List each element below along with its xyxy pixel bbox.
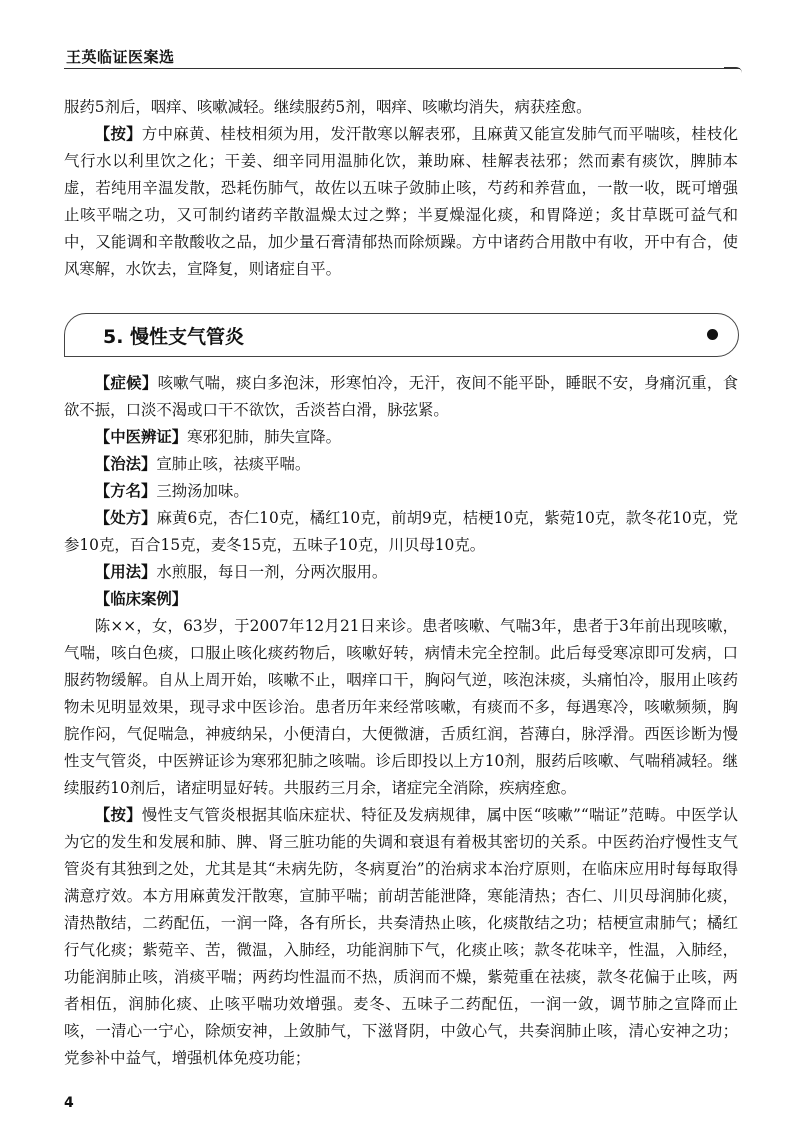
formula-paragraph xyxy=(64,478,738,505)
prescription-paragraph xyxy=(64,505,738,559)
symptoms-paragraph xyxy=(64,370,738,424)
commentary-label: 【按】 xyxy=(94,125,142,143)
running-header-title: 王英临证医案选 xyxy=(66,48,175,66)
diagnosis-paragraph xyxy=(64,424,738,451)
method-text: 宣肺止咳，祛痰平喘。 xyxy=(156,455,311,473)
formula-label: 【方名】 xyxy=(94,482,157,500)
commentary-label: 【按】 xyxy=(94,806,142,824)
commentary-text: 慢性支气管炎根据其临床症状、特征及发病规律，属中医“咳嗽”“喘证”范畴。中医学认为它的发生和发展和肺、脾、肾三脏功能的失调和衰退有着极其密切的关系。中医药治疗慢性支气管炎有其独到之处，尤其是其“未病先防，冬病夏治”的治病求本治疗原则，在临床应用时每每取得满意疗效。本方用麻黄发汗散寒，宣肺平喘；前胡苦能泄降，寒能清热；杏仁、川贝母润肺化痰，清热散结，二药配伍，一润一降，各有所长，共奏清热止咳，化痰散结之功；桔梗宣肃肺气；橘红行气化痰；紫菀辛、苦，微温，入肺经，功能润肺下气，化痰止咳；款冬花味辛，性温，入肺经，功能润肺止咳，消痰平喘；两药均性温而不热，质润而不燥，紫菀重在祛痰，款冬花偏于止咳，两者相伍，润肺化痰、止咳平喘功效增强。麦冬、五味子二药配伍，一润一敛，调节肺之宣降而止咳，一清心一宁心，除烦安神，上敛肺气，下滋肾阴，中敛心气，共奏润肺止咳，清心安神之功；党参补中益气，增强机体免疫功能； xyxy=(64,806,738,1067)
page-number: 4 xyxy=(64,1095,74,1111)
formula-text: 三拗汤加味。 xyxy=(156,482,249,500)
method-label: 【治法】 xyxy=(94,455,157,473)
symptoms-text: 咳嗽气喘，痰白多泡沫，形寒怕冷，无汗，夜间不能平卧，睡眠不安，身痛沉重，食欲不振，口淡不渴或口干不欲饮，舌淡苔白滑，脉弦紧。 xyxy=(64,374,738,419)
usage-text: 水煎服，每日一剂，分两次服用。 xyxy=(156,563,388,581)
prescription-text: 麻黄6克，杏仁10克，橘红10克，前胡9克，桔梗10克，紫菀10克，款冬花10克，党参10克，百合15克，麦冬15克，五味子10克，川贝母10克。 xyxy=(64,509,738,554)
header-rule xyxy=(64,68,740,69)
commentary-text: 方中麻黄、桂枝相须为用，发汗散寒以解表邪，且麻黄又能宣发肺气而平喘咳，桂枝化气行水以利里饮之化；干姜、细辛同用温肺化饮，兼助麻、桂解表祛邪；然而素有痰饮，脾肺本虚，若纯用辛温发散，恐耗伤肺气，故佐以五味子敛肺止咳，芍药和养营血，一散一收，既可增强止咳平喘之功，又可制约诸药辛散温燥太过之弊；半夏燥湿化痰，和胃降逆；炙甘草既可益气和中，又能调和辛散酸收之品，加少量石膏清郁热而除烦躁。方中诸药合用散中有收，开中有合，使风寒解，水饮去，宣降复，则诸症自平。 xyxy=(64,125,738,278)
method-paragraph xyxy=(64,451,738,478)
usage-label: 【用法】 xyxy=(94,563,157,581)
case-heading-paragraph xyxy=(64,586,738,613)
case-paragraph: 陈××，女，63岁，于2007年12月21日来诊。患者咳嗽、气喘3年，患者于3年前出现咳嗽，气喘，咳白色痰，口服止咳化痰药物后，咳嗽好转，病情未完全控制。此后每受寒凉即可发病，口服药物缓解。自从上周开始，咳嗽不止，咽痒口干，胸闷气逆，咳泡沫痰，头痛怕冷，服用止咳药物未见明显效果，现寻求中医诊治。患者历年来经常咳嗽，有痰而不多，每遇寒冷，咳嗽频频，胸脘作闷，气促喘急，神疲纳呆，小便清白，大便微溏，舌质红润，苔薄白，脉浮滑。西医诊断为慢性支气管炎，中医辨证诊为寒邪犯肺之咳喘。诊后即投以上方10剂，服药后咳嗽、气喘稍减轻。继续服药10剂后，诸症明显好转。共服药三月余，诸症完全消除，疾病痊愈。 xyxy=(64,617,738,797)
diagnosis-text: 寒邪犯肺，肺失宣降。 xyxy=(187,428,342,446)
diagnosis-label: 【中医辨证】 xyxy=(94,428,188,446)
commentary-paragraph xyxy=(64,802,738,1072)
case-label: 【临床案例】 xyxy=(94,590,188,608)
section-title: 5. 慢性支气管炎 xyxy=(103,326,245,348)
commentary-paragraph xyxy=(64,121,738,283)
symptoms-label: 【症候】 xyxy=(94,374,158,392)
prescription-label: 【处方】 xyxy=(94,509,157,527)
usage-paragraph xyxy=(64,559,738,586)
section-body xyxy=(64,370,738,1072)
bullet-dot-icon xyxy=(707,329,718,340)
section-heading xyxy=(64,313,739,357)
previous-case-text xyxy=(64,94,738,283)
paragraph: 服药5剂后，咽痒、咳嗽减轻。继续服药5剂，咽痒、咳嗽均消失，病获痊愈。 xyxy=(64,98,592,116)
